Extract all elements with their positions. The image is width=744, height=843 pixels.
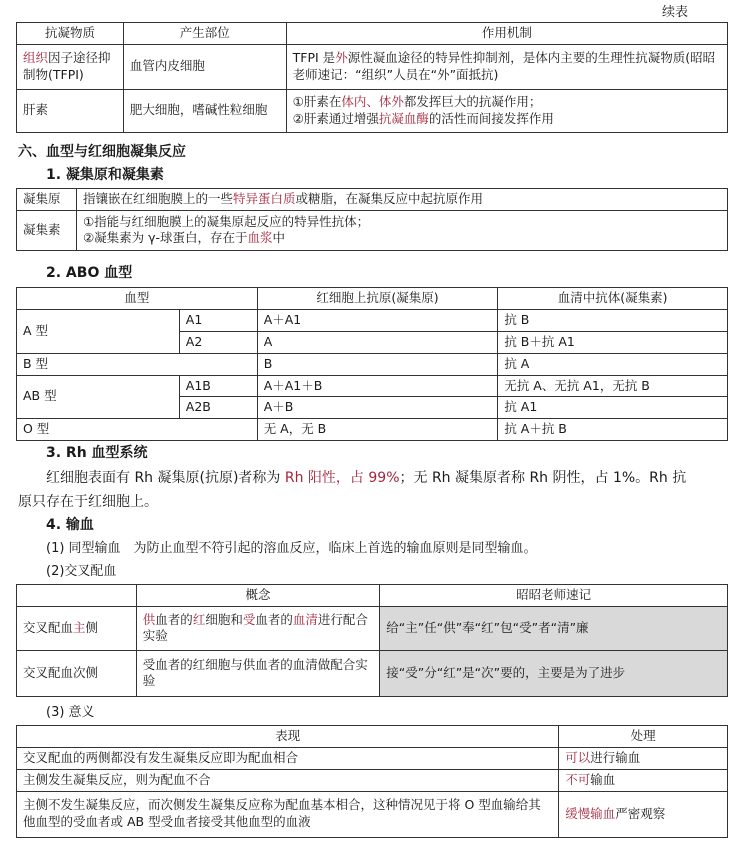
agglutinogen-def-2: 或糖脂，在凝集反应中起抗原作用 <box>295 191 483 206</box>
a2b-antigen: A＋B <box>257 397 498 419</box>
heparin-name: 肝素 <box>17 89 124 132</box>
kw-serum: 血清 <box>292 611 318 627</box>
minor-side: 交叉配血次侧 <box>17 650 137 696</box>
table-row <box>17 419 728 441</box>
table-row <box>17 44 728 89</box>
section-title-6: 六、血型与红细胞凝集反应 <box>18 144 186 160</box>
tfpi-mech-2: 源性凝血途径的特异性抑制剂，是体内主要的生理性抗凝物质(昭昭老师速记：“组织”人员在“外”面抵抗) <box>292 50 716 82</box>
compatible-text: 交叉配血的两侧都没有发生凝集反应即为配血相合 <box>17 747 559 769</box>
agglutinin-def-2c: 中 <box>272 230 286 246</box>
b-antigen: B <box>257 353 498 375</box>
significance-table <box>16 725 728 838</box>
slow-keyword: 缓慢输血 <box>565 805 616 821</box>
subtype-a2b: A2B <box>179 397 257 419</box>
minor-concept: 受血者的红细胞与供血者的血清做配合实验 <box>136 650 380 696</box>
subsection-title-3: 3. Rh 血型系统 <box>46 445 148 461</box>
table-row <box>17 309 728 331</box>
agglutinin-term: 凝集素 <box>17 210 77 250</box>
col-header-substance: 抗凝物质 <box>17 23 124 45</box>
txt: 细胞和 <box>205 611 243 627</box>
col-header-antibody: 血清中抗体(凝集素) <box>498 288 728 310</box>
para-crossmatch: (2)交叉配血 <box>46 564 117 579</box>
subtype-a1b: A1B <box>179 375 257 397</box>
table-row <box>17 375 728 397</box>
subsection-title-4: 4. 输血 <box>46 517 94 533</box>
cannot-text: 输血 <box>590 771 616 787</box>
a1b-antigen: A＋A1＋B <box>257 375 498 397</box>
para-significance: (3) 意义 <box>46 705 95 720</box>
a2-antigen: A <box>257 331 498 353</box>
type-ab: AB 型 <box>17 375 180 419</box>
col-header-manifestation: 表现 <box>17 726 559 748</box>
major-side-1: 交叉配血 <box>23 619 74 635</box>
heparin-mech-2b: 抗凝血酶 <box>378 110 429 126</box>
table-row <box>17 791 728 837</box>
heparin-mech-2c: 的活性而间接发挥作用 <box>428 110 554 126</box>
rh-positive: Rh 阳性，占 99% <box>284 470 400 486</box>
continued-label: 续表 <box>662 5 689 20</box>
can-text: 进行输血 <box>590 749 641 765</box>
tfpi-mech-keyword: 外 <box>335 50 348 65</box>
table-row <box>17 747 728 769</box>
heparin-mech-1a: ①肝素在 <box>292 94 342 109</box>
basic-compatible-text: 主侧不发生凝集反应，而次侧发生凝集反应称为配血基本相合，这种情况见于将 O 型血输给其他血型的受血者或 AB 型受血者接受其他血型的血液 <box>17 791 559 837</box>
txt: 血者的 <box>255 611 293 627</box>
heparin-mech-1c: 都发挥巨大的抗凝作用； <box>403 94 542 109</box>
table-row <box>17 650 728 696</box>
txt: 进行配合实验 <box>142 611 368 644</box>
type-b: B 型 <box>17 353 258 375</box>
major-side-2: 侧 <box>85 619 99 635</box>
agglutinogen-term: 凝集原 <box>17 189 77 211</box>
agglutinin-table <box>16 188 728 251</box>
subsection-title-1: 1. 凝集原和凝集素 <box>46 167 164 183</box>
col-header-mechanism: 作用机制 <box>286 23 727 45</box>
rh-paragraph-cont: 原只存在于红细胞上。 <box>18 494 158 510</box>
incompatible-text: 主侧发生凝集反应，则为配血不合 <box>17 769 559 791</box>
tfpi-keyword: 组织 <box>23 50 49 65</box>
table-row <box>17 89 728 132</box>
kw-red: 红 <box>192 611 206 627</box>
agglutinin-keyword: 血浆 <box>247 230 273 246</box>
col-header-bloodtype: 血型 <box>17 288 258 310</box>
anticoagulant-table <box>16 22 728 133</box>
a1-antibody: 抗 B <box>498 309 728 331</box>
agglutinin-def-1: ①指能与红细胞膜上的凝集原起反应的特异性抗体； <box>82 213 370 229</box>
tfpi-mech-1: TFPI 是 <box>292 50 336 65</box>
table-row <box>17 606 728 650</box>
table-row <box>17 353 728 375</box>
crossmatch-table <box>16 584 728 697</box>
slow-text: 严密观察 <box>615 805 666 821</box>
minor-mnemonic: 接“受”分“红”是“次”要的，主要是为了进步 <box>380 650 728 696</box>
major-keyword: 主 <box>73 619 86 635</box>
para-same-type: (1) 同型输血 为防止血型不符引起的溶血反应，临床上首选的输血原则是同型输血。 <box>46 541 537 556</box>
a2b-antibody: 抗 A1 <box>498 397 728 419</box>
table-row <box>17 189 728 211</box>
rh-text-2: ；无 Rh 凝集原者称 Rh 阴性，占 1%。Rh 抗 <box>399 470 687 486</box>
heparin-mech-1b: 体内、体外 <box>341 94 404 109</box>
txt: 血者的 <box>155 611 193 627</box>
can-keyword: 可以 <box>565 749 591 765</box>
o-antigen: 无 A，无 B <box>257 419 498 441</box>
a1b-antibody: 无抗 A、无抗 A1，无抗 B <box>498 375 728 397</box>
subtype-a1: A1 <box>179 309 257 331</box>
abo-table <box>16 287 728 441</box>
tfpi-name: 因子途径抑制物(TFPI) <box>23 50 111 82</box>
a1-antigen: A＋A1 <box>257 309 498 331</box>
col-header-handling: 处理 <box>559 726 728 748</box>
agglutinogen-def-1: 指镶嵌在红细胞膜上的一些 <box>82 191 233 206</box>
o-antibody: 抗 A＋抗 B <box>498 419 728 441</box>
type-o: O 型 <box>17 419 258 441</box>
b-antibody: 抗 A <box>498 353 728 375</box>
cannot-keyword: 不可 <box>565 771 591 787</box>
kw-donor: 供 <box>142 611 156 627</box>
rh-text-1: 红细胞表面有 Rh 凝集原(抗原)者称为 <box>46 470 285 486</box>
subtype-a2: A2 <box>179 331 257 353</box>
col-header-site: 产生部位 <box>123 23 286 45</box>
tfpi-site: 血管内皮细胞 <box>123 44 286 89</box>
rh-paragraph <box>46 466 728 490</box>
heparin-mech-2a: ②肝素通过增强 <box>292 110 379 126</box>
heparin-site: 肥大细胞，嗜碱性粒细胞 <box>123 89 286 132</box>
a2-antibody: 抗 B＋抗 A1 <box>498 331 728 353</box>
kw-recipient: 受 <box>242 611 256 627</box>
agglutinogen-keyword: 特异蛋白质 <box>232 191 296 206</box>
table-row <box>17 210 728 250</box>
subsection-title-2: 2. ABO 血型 <box>46 265 133 281</box>
col-header-mnemonic: 昭昭老师速记 <box>380 585 728 607</box>
agglutinin-def-2a: ②凝集素为 γ-球蛋白，存在于 <box>82 230 248 246</box>
col-header-concept: 概念 <box>136 585 380 607</box>
type-a: A 型 <box>17 309 180 353</box>
col-header-antigen: 红细胞上抗原(凝集原) <box>257 288 498 310</box>
major-mnemonic: 给“主”任“供”奉“红”包“受”者“清”廉 <box>380 606 728 650</box>
table-row <box>17 769 728 791</box>
